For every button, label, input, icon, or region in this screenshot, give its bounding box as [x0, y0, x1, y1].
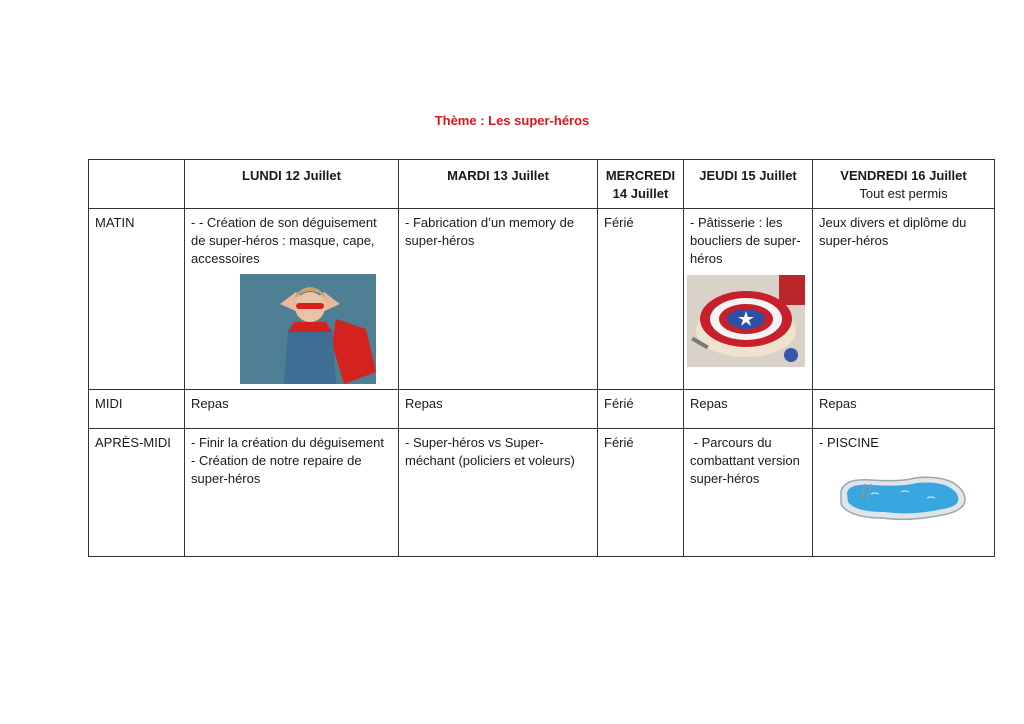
cell-apres-midi-vendredi — [813, 429, 995, 557]
cell-midi-mercredi: Férié — [598, 390, 684, 429]
header-mardi — [399, 160, 598, 209]
superhero-child-image — [240, 274, 376, 384]
activity-text: - Finir la création du déguisement — [191, 435, 384, 450]
activity-text: - Création de notre repaire de super-héros — [191, 453, 362, 486]
activity-text: - PISCINE — [819, 435, 879, 450]
cell-apres-midi-jeudi — [684, 429, 813, 557]
header-row — [89, 160, 995, 209]
cell-apres-midi-mercredi — [598, 429, 684, 557]
activity-text: Jeux divers et diplôme du super-héros — [819, 215, 967, 248]
cell-matin-lundi — [185, 209, 399, 390]
weekly-schedule-table — [88, 159, 995, 557]
corner-cell — [89, 160, 185, 209]
row-apres-midi — [89, 429, 995, 557]
row-matin — [89, 209, 995, 390]
day-subtitle: Tout est permis — [859, 186, 948, 201]
cell-matin-mercredi — [598, 209, 684, 390]
day-name: JEUDI 15 Juillet — [699, 168, 797, 183]
cell-matin-mardi — [399, 209, 598, 390]
row-label: MATIN — [89, 209, 185, 390]
activity-text: - Fabrication d’un memory de super-héros — [405, 215, 575, 248]
cell-matin-jeudi — [684, 209, 813, 390]
day-name: LUNDI 12 Juillet — [242, 168, 341, 183]
header-vendredi — [813, 160, 995, 209]
row-label: MIDI — [89, 390, 185, 429]
activity-text: - Pâtisserie : les boucliers de super-héros — [690, 215, 801, 266]
page-title: Thème : Les super-héros — [434, 113, 590, 128]
activity-text: Férié — [604, 215, 634, 230]
activity-text: - Super-héros vs Super-méchant (policiers et voleurs) — [405, 435, 575, 468]
cell-midi-mardi: Repas — [399, 390, 598, 429]
row-midi — [89, 390, 995, 429]
day-name: MARDI 13 Juillet — [447, 168, 549, 183]
day-name: MERCREDI 14 Juillet — [605, 168, 676, 201]
activity-text: - Parcours du combattant version super-héros — [690, 435, 804, 486]
cell-midi-jeudi: Repas — [684, 390, 813, 429]
header-jeudi — [684, 160, 813, 209]
row-label: APRÈS-MIDI — [89, 429, 185, 557]
header-lundi — [185, 160, 399, 209]
day-name: VENDREDI 16 Juillet — [840, 168, 967, 183]
cell-midi-vendredi: Repas — [813, 390, 995, 429]
cell-midi-lundi: Repas — [185, 390, 399, 429]
activity-text: Férié — [604, 435, 634, 450]
cell-apres-midi-lundi — [185, 429, 399, 557]
cell-matin-vendredi — [813, 209, 995, 390]
cell-apres-midi-mardi — [399, 429, 598, 557]
shield-cake-image — [687, 275, 805, 367]
header-mercredi — [598, 160, 684, 209]
swimming-pool-image — [831, 474, 971, 524]
activity-text: - - Création de son déguisement de super-héros : masque, cape, accessoires — [191, 215, 377, 266]
